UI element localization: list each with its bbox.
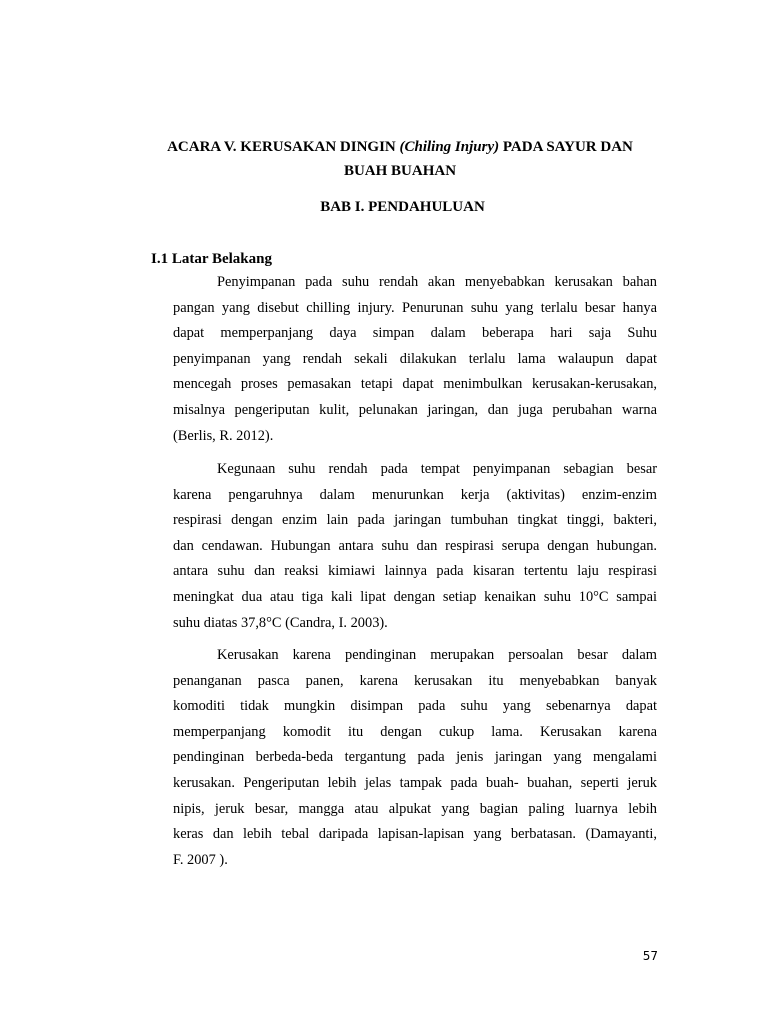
page-number: 57 bbox=[642, 949, 658, 963]
paragraph-line: pendinginan berbeda-beda tergantung pada jenis jaringan yang mengalami bbox=[173, 749, 657, 766]
chapter-heading: BAB I. PENDAHULUAN bbox=[320, 199, 485, 215]
paragraph-line: Kerusakan karena pendinginan merupakan persoalan besar dalam bbox=[217, 647, 657, 663]
document-title-line-1 bbox=[120, 134, 680, 160]
paragraph-line: penanganan pasca panen, karena kerusakan itu menyebabkan banyak bbox=[173, 672, 657, 689]
paragraph-line: memperpanjang komodit itu dengan cukup lama. Kerusakan karena bbox=[173, 723, 657, 740]
paragraph-line: (Berlis, R. 2012). bbox=[173, 427, 274, 444]
paragraph-line: penyimpanan yang rendah sekali dilakukan terlalu lama walaupun dapat bbox=[173, 350, 657, 367]
document-title-line-2: BUAH BUAHAN bbox=[343, 163, 457, 179]
paragraph-line: dapat memperpanjang daya simpan dalam beberapa hari saja Suhu bbox=[173, 325, 657, 342]
paragraph-line: respirasi dengan enzim lain pada jaringan tumbuhan tingkat tinggi, bakteri, bbox=[173, 512, 657, 529]
paragraph-line: dan cendawan. Hubungan antara suhu dan respirasi serupa dengan hubungan. bbox=[173, 537, 657, 554]
paragraph-1 bbox=[173, 270, 657, 449]
section-heading: I.1 Latar Belakang bbox=[151, 251, 272, 267]
paragraph-line: antara suhu dan reaksi kimiawi lainnya pada kisaran tertentu laju respirasi bbox=[173, 563, 657, 580]
paragraph-2 bbox=[173, 457, 657, 636]
paragraph-line: kerusakan. Pengeriputan lebih jelas tampak pada buah- buahan, seperti jeruk bbox=[173, 774, 657, 791]
title-italic-term: (Chiling Injury) bbox=[399, 139, 500, 155]
paragraph-line: karena pengaruhnya dalam menurunkan kerja (aktivitas) enzim-enzim bbox=[173, 486, 657, 503]
paragraph-line: nipis, jeruk besar, mangga atau alpukat yang bagian paling luarnya lebih bbox=[173, 800, 657, 817]
paragraph-line: misalnya pengeriputan kulit, pelunakan jaringan, dan juga perubahan warna bbox=[173, 401, 657, 418]
title-text-part-1: ACARA V. KERUSAKAN DINGIN bbox=[167, 139, 400, 155]
title-text-part-2: PADA SAYUR DAN bbox=[499, 139, 633, 155]
paragraph-line: F. 2007 ). bbox=[173, 851, 228, 868]
paragraph-line: keras dan lebih tebal daripada lapisan-lapisan yang berbatasan. (Damayanti, bbox=[173, 826, 657, 843]
paragraph-line: komoditi tidak mungkin disimpan pada suhu yang sebenarnya dapat bbox=[173, 698, 657, 715]
paragraph-line: mencegah proses pemasakan tetapi dapat menimbulkan kerusakan-kerusakan, bbox=[173, 376, 657, 393]
paragraph-line: meningkat dua atau tiga kali lipat dengan setiap kenaikan suhu 10°C sampai bbox=[173, 588, 657, 605]
paragraph-3 bbox=[173, 643, 657, 873]
paragraph-line: Kegunaan suhu rendah pada tempat penyimpanan sebagian besar bbox=[217, 461, 657, 477]
paragraph-line: Penyimpanan pada suhu rendah akan menyebabkan kerusakan bahan bbox=[217, 274, 657, 290]
paragraph-line: pangan yang disebut chilling injury. Penurunan suhu yang terlalu besar hanya bbox=[173, 299, 657, 316]
paragraph-line: suhu diatas 37,8°C (Candra, I. 2003). bbox=[173, 614, 388, 631]
